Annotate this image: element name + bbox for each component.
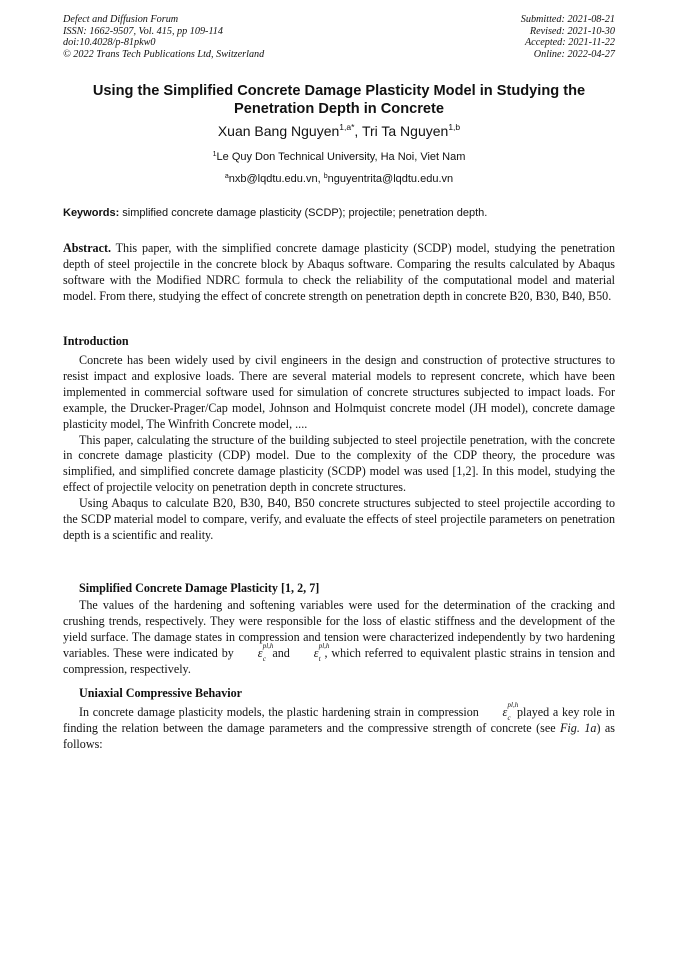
epsilon-c2-base: ε [502, 705, 508, 719]
epsilon-c2-sup: pl,h [507, 701, 519, 709]
journal-issn: ISSN: 1662-9507, Vol. 415, pp 109-114 [63, 25, 223, 37]
author-1-sup: 1,a* [339, 122, 355, 132]
author-2-sup: 1,b [448, 122, 461, 132]
email-list [63, 172, 615, 186]
title-line-1: Using the Simplified Concrete Damage Plasticity Model in Studying the [92, 83, 586, 99]
journal-doi[interactable]: doi:10.4028/p-81pkw0 [63, 37, 156, 49]
epsilon-t-base: ε [313, 645, 319, 660]
uniaxial-text-a: In concrete damage plasticity models, the plastic hardening strain in compression [79, 705, 483, 719]
date-revised: Revised: 2021-10-30 [529, 25, 615, 37]
subsection-heading-scdp: Simplified Concrete Damage Plasticity [1, 2, 7] [79, 581, 320, 595]
affiliation-sup: 1 [212, 151, 217, 158]
header-left [63, 14, 264, 60]
paper-title [63, 82, 615, 118]
epsilon-c-base: ε [257, 645, 263, 660]
epsilon-t-symbol [294, 641, 330, 663]
scdp-text-b: and [268, 645, 294, 660]
uniaxial-paragraph [63, 701, 616, 753]
email-b[interactable]: nguyentrita@lqdtu.edu.vn [327, 173, 454, 185]
abstract-text: This paper, with the simplified concrete damage plasticity (SCDP) model, studying the penetration depth of steel projectile in the concrete block by Abaqus software. Comparing the results calculated by Abaqus software with the Modified NDRC formula to check the reliability of the computational model and material model. From there, studying the effect of concrete strength on penetration depth in concrete B20, B30, B40, B50. [63, 241, 615, 303]
date-online: Online: 2022-04-27 [533, 48, 615, 60]
section-heading-introduction: Introduction [63, 334, 129, 348]
author-2-name: Tri Ta Nguyen [361, 123, 449, 139]
epsilon-c-symbol [238, 641, 274, 663]
uniaxial-text-b: played a key role in finding the relation between the damage parameters and the compressive strength of concrete (see [63, 705, 615, 735]
figure-reference[interactable]: Fig. 1a [560, 720, 597, 735]
scdp-text-a: The values of the hardening and softening variables were used for the determination of the cracking and crushing trends, respectively. They were responsible for the loss of elastic stiffness and the development of the yield surface. The damage states in compression and tension were characterized independently by two hardening variables. These were indicated by [63, 598, 615, 660]
keywords [63, 206, 615, 220]
scdp-body [63, 598, 615, 678]
affiliation [63, 150, 615, 164]
email-b-sup: b [323, 173, 328, 180]
uniaxial-text-c: ) as follows: [63, 720, 616, 751]
abstract-label: Abstract. [63, 241, 112, 255]
journal-name: Defect and Diffusion Forum [63, 14, 179, 25]
author-1-name: Xuan Bang Nguyen [217, 123, 340, 139]
keywords-text: simplified concrete damage plasticity (SCDP); projectile; penetration depth. [119, 207, 488, 219]
journal-copyright: © 2022 Trans Tech Publications Ltd, Switzerland [63, 48, 265, 60]
affiliation-text: Le Quy Don Technical University, Ha Noi, Viet Nam [216, 151, 466, 163]
abstract [63, 241, 615, 305]
author-separator: , [354, 123, 362, 139]
date-accepted: Accepted: 2021-11-22 [524, 37, 615, 49]
intro-paragraph-3: Using Abaqus to calculate B20, B30, B40, B50 concrete structures subjected to steel projectile according to the SCDP material model to compare, verify, and evaluate the effects of steel projectile parameters on penetration depth is a scientific and reality. [63, 496, 615, 542]
epsilon-c-sub: c [262, 654, 266, 663]
scdp-paragraph [63, 598, 615, 678]
epsilon-c-symbol-2 [483, 701, 519, 722]
epsilon-c2-sub: c [507, 714, 511, 722]
introduction-body [63, 353, 615, 544]
header-right [521, 14, 615, 60]
epsilon-c-sup: pl,h [262, 641, 274, 650]
title-line-2: Penetration Depth in Concrete [233, 101, 444, 117]
uniaxial-body [63, 701, 616, 753]
intro-paragraph-2: This paper, calculating the structure of the building subjected to steel projectile penetration, with the concrete in concrete damage plasticity (CDP) model. Due to the complexity of the CDP theory, the procedure was simplified, and simplified concrete damage plasticity (SCDP) model was used [1,2]. In this model, studying the effect of projectile velocity on penetration depth in concrete structures. [63, 432, 615, 495]
date-submitted: Submitted: 2021-08-21 [520, 14, 615, 25]
scdp-text-c: , which referred to equivalent plastic strains in tension and compression, respectively. [63, 645, 615, 676]
epsilon-t-sub: t [318, 654, 321, 663]
email-a[interactable]: nxb@lqdtu.edu.vn, [228, 173, 324, 185]
email-a-sup: a [224, 173, 229, 180]
author-list [63, 122, 615, 140]
subsection-heading-uniaxial: Uniaxial Compressive Behavior [79, 686, 243, 700]
keywords-label: Keywords: [63, 207, 120, 219]
intro-paragraph-1: Concrete has been widely used by civil engineers in the design and construction of protective structures to resist impact and explosive loads. There are several material models to represent concrete, which have been implemented in commercial software used for simulation of concrete structures subjected to impact loads. For example, the Drucker-Prager/Cap model, Johnson and Holmquist concrete model (JH model), concrete damage plasticity model, The Winfrith Concrete model, .... [63, 353, 615, 431]
epsilon-t-sup: pl,h [318, 641, 330, 650]
